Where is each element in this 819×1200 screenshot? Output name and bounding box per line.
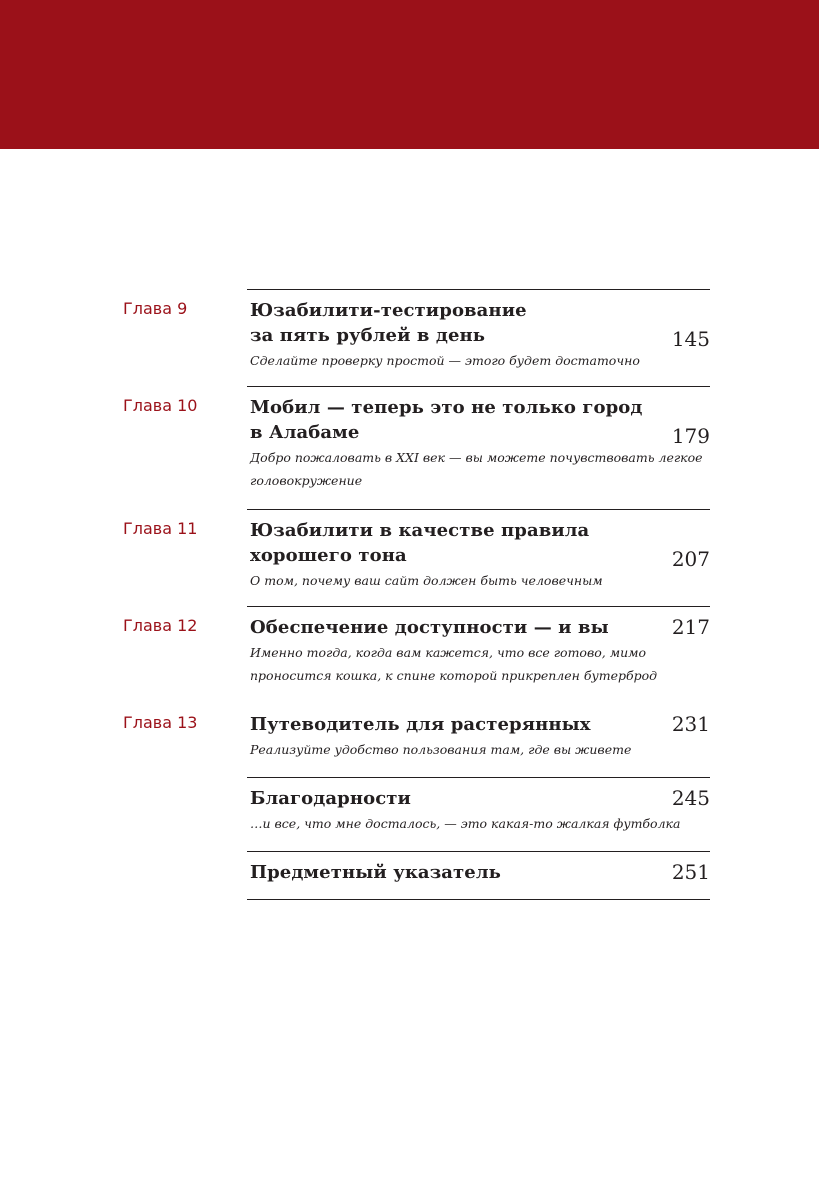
toc-entry-index[interactable] — [0, 851, 819, 901]
toc-entry-chapter-10[interactable] — [0, 386, 819, 509]
entry-subtitle — [250, 349, 710, 372]
page-number: 217 — [671, 615, 710, 639]
entry-title — [250, 395, 710, 445]
chapter-label: Глава 12 — [123, 616, 198, 635]
toc-entry-chapter-12[interactable] — [0, 606, 819, 703]
page-number: 179 — [671, 424, 710, 448]
chapter-label: Глава 13 — [123, 713, 198, 732]
entry-subtitle — [250, 738, 710, 761]
entry-title-line: Путеводитель для растерянных — [250, 714, 591, 735]
entry-title-line: в Алабаме — [250, 422, 360, 443]
entry-title — [250, 786, 710, 811]
entry-subtitle-line: головокружение — [250, 473, 363, 488]
entry-title-line: Благодарности — [250, 788, 411, 809]
page-number: 207 — [671, 547, 710, 571]
entry-subtitle-line: Именно тогда, когда вам кажется, что все готово, мимо — [250, 645, 647, 660]
chapter-label: Глава 9 — [123, 299, 188, 318]
entry-subtitle-line: Добро пожаловать в XXI век — вы можете почувствовать легкое — [250, 450, 703, 465]
entry-title — [250, 298, 710, 348]
entry-subtitle — [250, 641, 710, 687]
entry-title-line: Предметный указатель — [250, 862, 501, 883]
page-number: 231 — [671, 712, 710, 736]
entry-title-line: Юзабилити в качестве правила — [250, 520, 590, 541]
entry-subtitle — [250, 446, 710, 492]
page-number: 145 — [671, 327, 710, 351]
divider — [247, 899, 710, 900]
page-number: 251 — [671, 860, 710, 884]
entry-title — [250, 518, 710, 568]
toc-entry-acknowledgments[interactable] — [0, 777, 819, 851]
entry-subtitle — [250, 812, 710, 835]
toc-entry-chapter-9[interactable] — [0, 289, 819, 386]
entry-title — [250, 860, 710, 885]
entry-subtitle-line: О том, почему ваш сайт должен быть человечным — [250, 573, 603, 588]
entry-subtitle-line: Сделайте проверку простой — этого будет достаточно — [250, 353, 640, 368]
entry-title-line: за пять рублей в день — [250, 325, 486, 346]
entry-subtitle-line: Реализуйте удобство пользования там, где вы живете — [250, 742, 632, 757]
entry-title — [250, 615, 710, 640]
entry-title-line: Юзабилити-тестирование — [250, 300, 527, 321]
entry-subtitle-line: …и все, что мне досталось, — это какая-то жалкая футболка — [250, 816, 681, 831]
entry-title-line: хорошего тона — [250, 545, 407, 566]
chapter-label: Глава 11 — [123, 519, 198, 538]
toc-entry-chapter-13[interactable] — [0, 703, 819, 777]
toc-entry-chapter-11[interactable] — [0, 509, 819, 606]
entry-title-line: Мобил — теперь это не только город — [250, 397, 643, 418]
entry-title — [250, 712, 710, 737]
header-color-band — [0, 0, 819, 149]
entry-title-line: Обеспечение доступности — и вы — [250, 617, 609, 638]
page-number: 245 — [671, 786, 710, 810]
entry-subtitle — [250, 569, 710, 592]
entry-subtitle-line: проносится кошка, к спине которой прикреплен бутерброд — [250, 668, 658, 683]
chapter-label: Глава 10 — [123, 396, 198, 415]
